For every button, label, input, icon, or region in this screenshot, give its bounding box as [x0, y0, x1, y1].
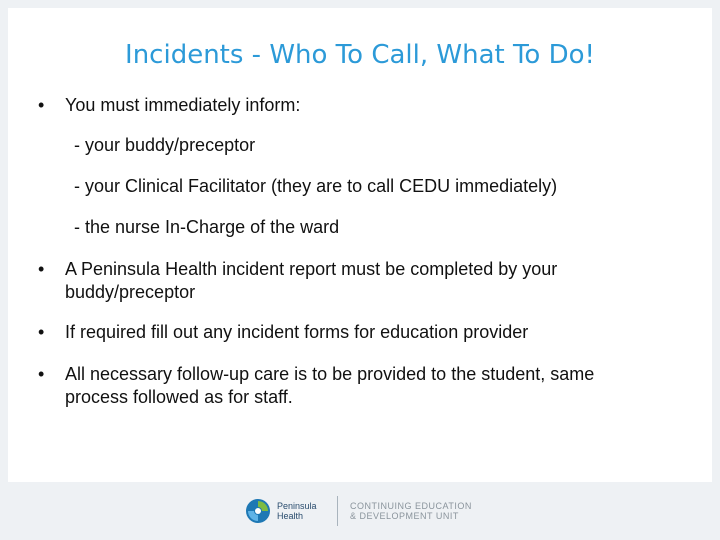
sub-item: - your buddy/preceptor: [74, 135, 256, 155]
bullet-item: [38, 258, 658, 304]
bullet-text: A Peninsula Health incident report must be completed by your buddy/preceptor: [65, 259, 558, 302]
bullet-marker: •: [38, 95, 45, 115]
bullet-text: If required fill out any incident forms for education provider: [65, 322, 529, 342]
sub-item: - your Clinical Facilitator (they are to call CEDU immediately): [74, 176, 558, 196]
peninsula-health-logo-icon: [245, 498, 271, 524]
footer: [0, 482, 720, 540]
bullet-item: [38, 363, 658, 409]
footer-logo: [245, 496, 472, 526]
bullet-item: [38, 94, 658, 117]
unit-name-line1: CONTINUING EDUCATION: [350, 501, 472, 511]
bullet-marker: •: [38, 259, 45, 279]
org-name-line1: Peninsula: [277, 501, 317, 511]
slide: [8, 8, 712, 482]
slide-title: Incidents - Who To Call, What To Do!: [125, 40, 595, 70]
bullet-marker: •: [38, 322, 45, 342]
org-name: [277, 501, 329, 521]
sub-item: - the nurse In-Charge of the ward: [74, 217, 340, 237]
bullet-marker: •: [38, 364, 45, 384]
unit-name-line2: & DEVELOPMENT UNIT: [350, 511, 459, 521]
bullet-item: [38, 321, 658, 344]
unit-name: [350, 501, 472, 521]
org-name-line2: Health: [277, 511, 304, 521]
bullet-text: You must immediately inform:: [65, 95, 301, 115]
bullet-text: All necessary follow-up care is to be provided to the student, same process followed as for staff.: [65, 364, 595, 407]
logo-divider: [337, 496, 338, 526]
